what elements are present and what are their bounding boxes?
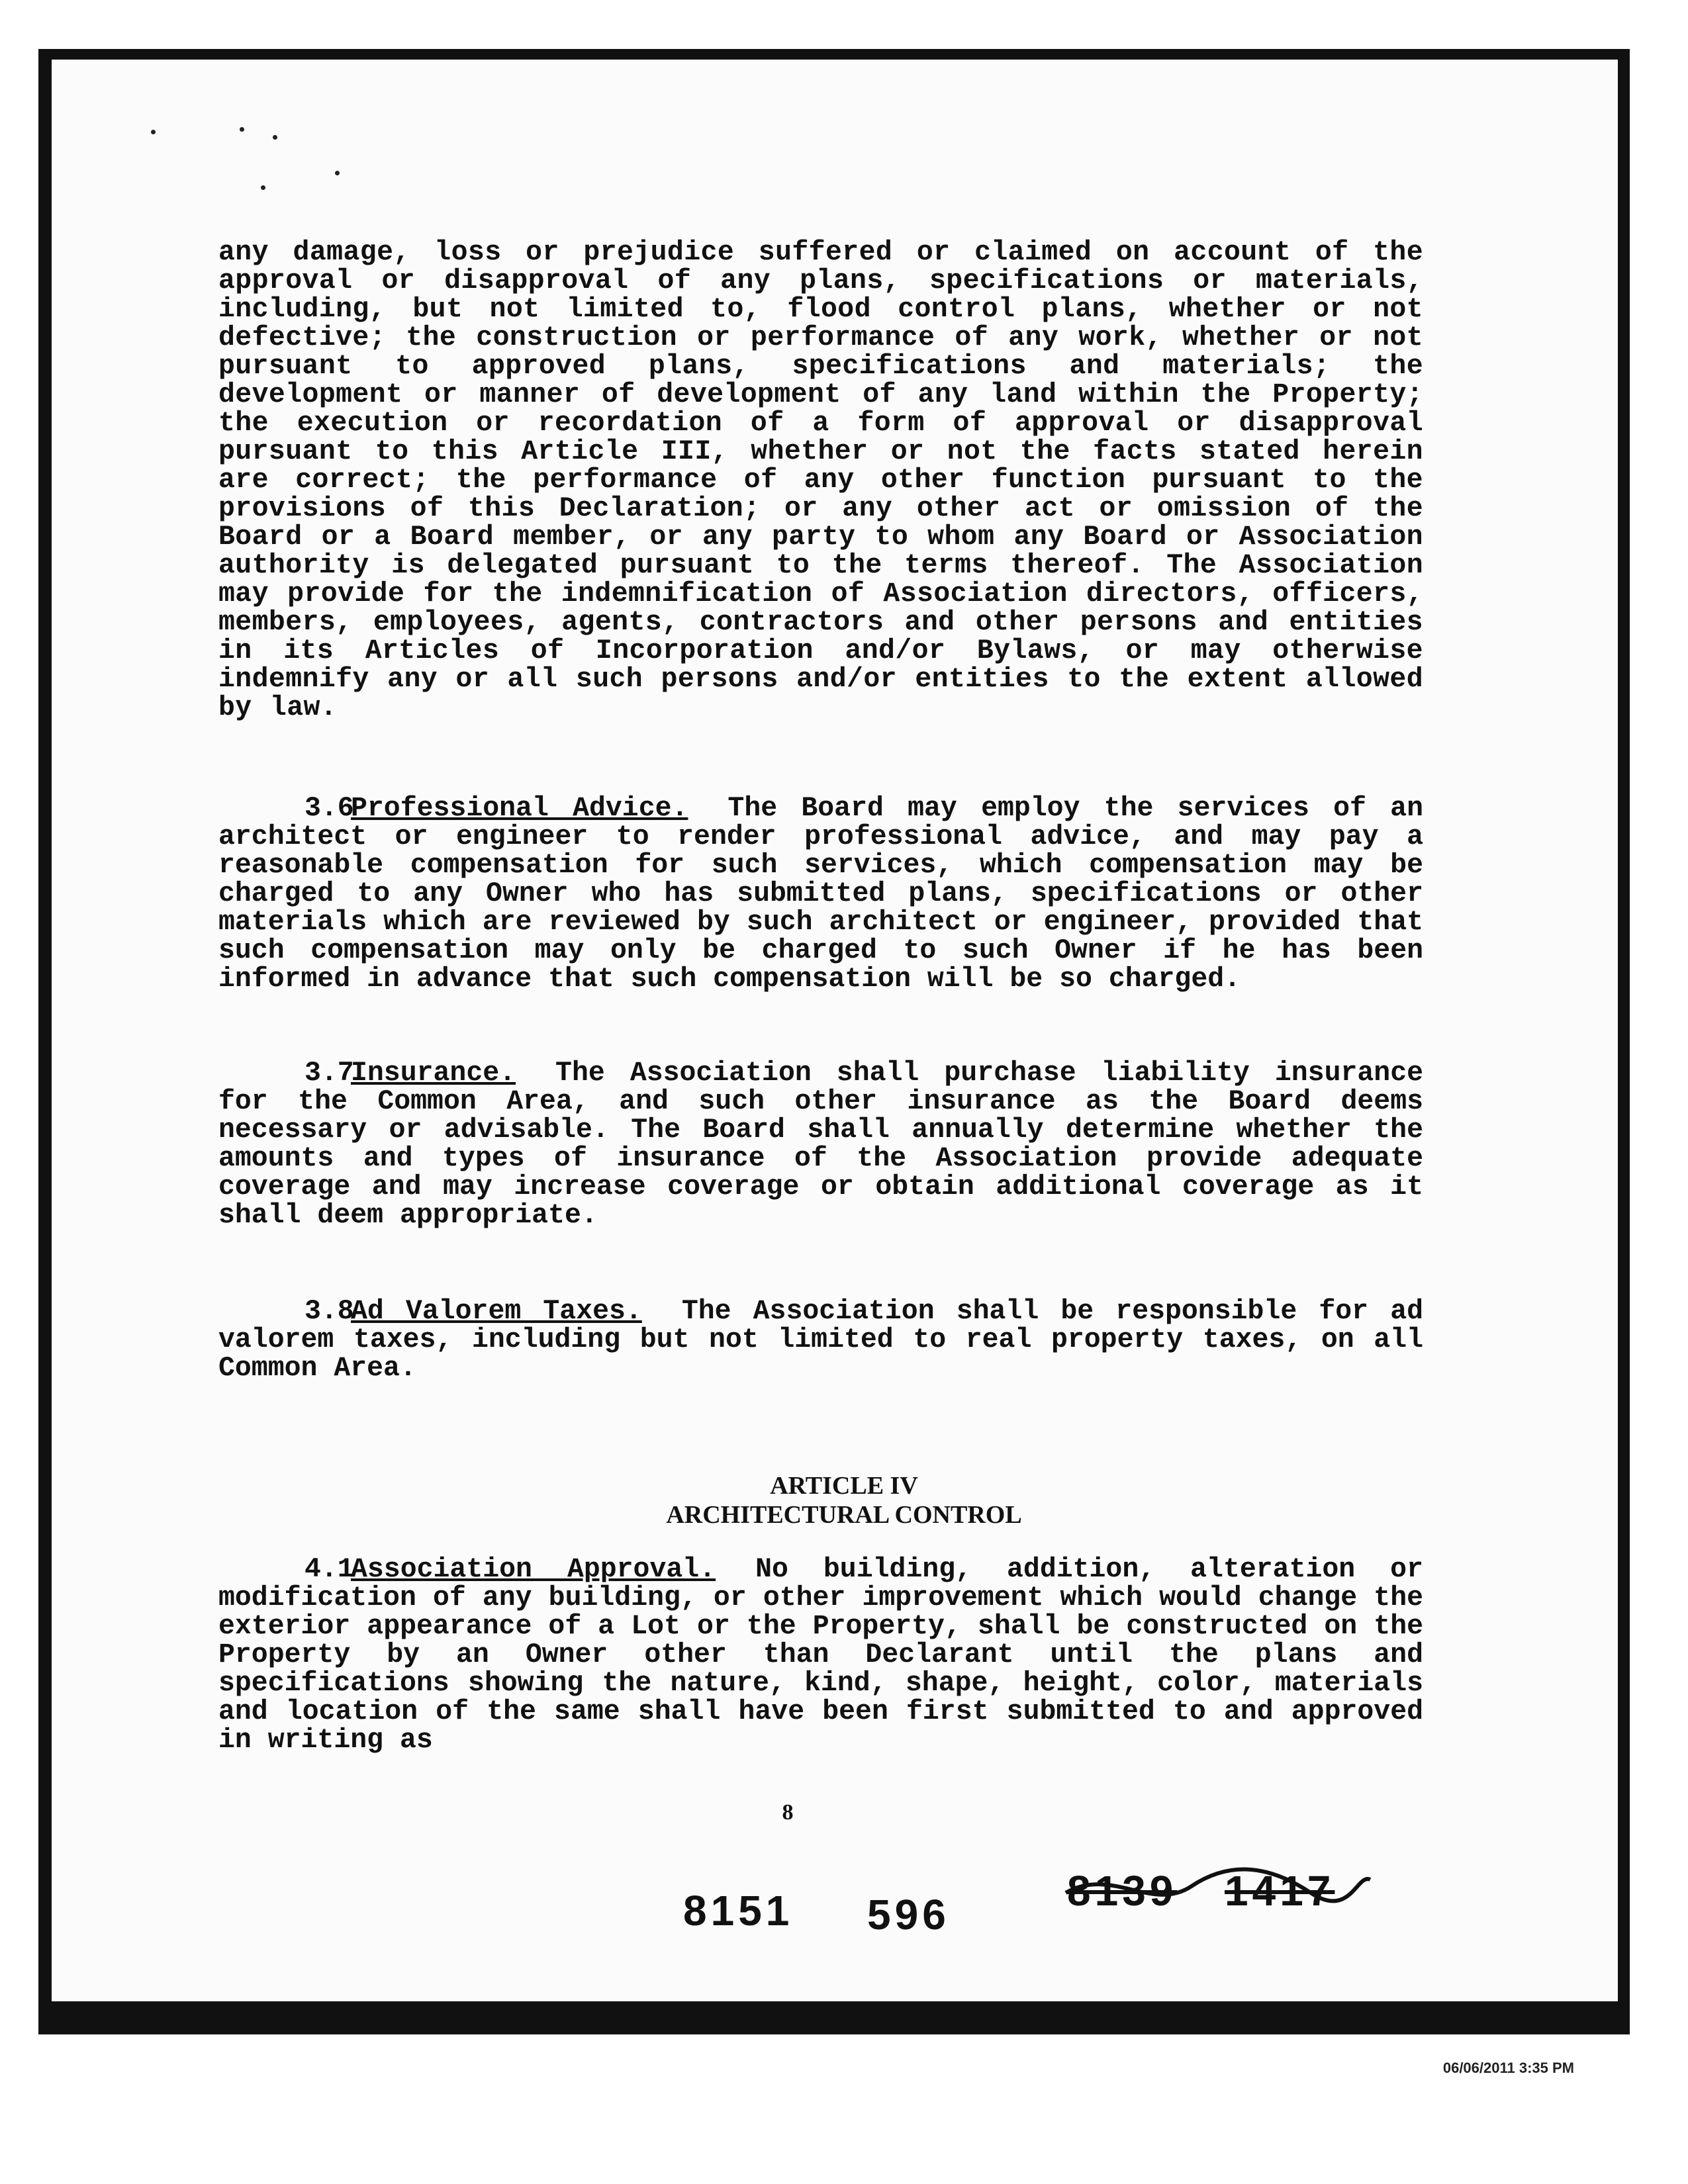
scan-speck xyxy=(335,171,340,175)
section-text: The Association shall purchase liability insurance for the Common Area, and such other insurance as the Board deems necessary or advisable. The Board shall annually determine whether the amounts and types of insurance of the Association provide adequate coverage and may increase coverage or obtain additional coverage as it shall deem appropriate. xyxy=(218,1058,1423,1231)
section-3-6 xyxy=(218,794,1423,993)
struck-page-number: 1417 xyxy=(1225,1867,1335,1915)
scan-speck xyxy=(273,135,277,140)
section-4-1 xyxy=(218,1555,1423,1754)
section-number: 3.6 xyxy=(305,793,354,824)
section-title: Insurance. xyxy=(351,1058,516,1089)
section-3-7 xyxy=(218,1059,1423,1230)
section-text: No building, addition, alteration or modification of any building, or other improvement which would change the exterior appearance of a Lot or the Property, shall be constructed on the Property by an Owner other than Declarant until the plans and specifications showing the nature, kind, shape, height, color, materials and location of the same shall have been first submitted to and approved in writing as xyxy=(218,1554,1423,1756)
article-subheading: ARCHITECTURAL CONTROL xyxy=(666,1501,1022,1529)
strikethrough-scribble xyxy=(1059,1853,1377,1926)
section-title: Professional Advice. xyxy=(351,793,688,824)
section-text: The Board may employ the services of an architect or engineer to render professional advice, and may pay a reasonable compensation for such services, which compensation may be charged to any Owner who has submitted plans, specifications or other materials which are reviewed by such architect or engineer, provided that such compensation may only be charged to such Owner if he has been informed in advance that such compensation will be so charged. xyxy=(218,793,1423,995)
scan-speck xyxy=(240,127,244,132)
body-text: any damage, loss or prejudice suffered or claimed on account of the approval or disapproval of any plans, specifications or materials, including, but not limited to, flood control plans, whether or not defective; the construction or performance of any work, whether or not pursuant to approved plans, specifications and materials; the development or manner of development of any land within the Property; the execution or recordation of a form of approval or disapproval pursuant to this Article III, whether or not the facts stated herein are correct; the performance of any other function pursuant to the provisions of this Declaration; or any other act or omission of the Board or a Board member, or any party to whom any Board or Association authority is delegated pursuant to the terms thereof. The Association may provide for the indemnification of Association directors, officers, members, employees, agents, contractors and other persons and entities in its Articles of Incorporation and/or Bylaws, or may otherwise indemnify any or all such persons and/or entities to the extent allowed by law. xyxy=(218,237,1423,723)
section-title: Ad Valorem Taxes. xyxy=(351,1296,642,1327)
struck-book-number: 8139 xyxy=(1067,1867,1178,1915)
section-number: 3.8 xyxy=(305,1296,354,1327)
section-title: Association Approval. xyxy=(351,1554,716,1585)
scan-speck xyxy=(261,185,265,190)
recording-book-number: 8151 xyxy=(683,1887,794,1934)
section-number: 4.1 xyxy=(305,1554,354,1585)
section-number: 3.7 xyxy=(305,1058,354,1089)
body-paragraph xyxy=(218,238,1423,722)
recording-page-number: 596 xyxy=(867,1891,950,1938)
article-heading: ARTICLE IV xyxy=(770,1472,918,1500)
section-3-8 xyxy=(218,1297,1423,1383)
footer-timestamp: 06/06/2011 3:35 PM xyxy=(1442,2060,1574,2076)
page-number: 8 xyxy=(782,1800,794,1825)
scan-speck xyxy=(151,130,156,134)
section-text: The Association shall be responsible for ad valorem taxes, including but not limited to real property taxes, on all Common Area. xyxy=(218,1296,1423,1384)
